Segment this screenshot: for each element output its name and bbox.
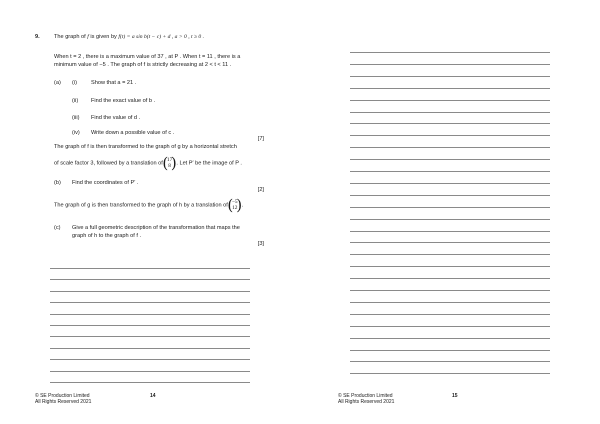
sub-iii-label: (iii) <box>72 115 80 121</box>
sub-i-label: (i) <box>72 80 77 86</box>
answer-line <box>50 348 250 349</box>
answer-line <box>50 359 250 360</box>
answer-line <box>50 268 250 269</box>
sub-ii-text: Find the exact value of b . <box>91 98 156 104</box>
answer-line <box>50 279 250 280</box>
para2-line2-suffix: . Let P′ be the image of P . <box>176 160 242 167</box>
intro-prefix: The graph of <box>54 34 86 40</box>
answer-line <box>50 302 250 303</box>
footer-line1-right: © SE Production Limited <box>338 393 393 399</box>
answer-line <box>350 278 550 279</box>
answer-line <box>350 254 550 255</box>
answer-line <box>350 171 550 172</box>
answer-line <box>350 123 550 124</box>
para2-line1: The graph of f is then transformed to the graph of g by a horizontal stretch <box>54 144 237 150</box>
part-a-label: (a) <box>54 80 61 86</box>
answer-line <box>50 382 250 383</box>
answer-line <box>350 195 550 196</box>
footer-copyright-right <box>338 393 394 406</box>
intro-f: f <box>87 34 89 40</box>
answer-line <box>350 350 550 351</box>
intro-formula: f(t) = a sin b(t − c) + d , a > 0 , t ≥ 0 . <box>118 34 205 40</box>
sub-ii-label: (ii) <box>72 98 79 104</box>
answer-line <box>350 159 550 160</box>
vector1-top: 17 <box>166 157 173 163</box>
part-b-text: Find the coordinates of P′ . <box>72 180 139 186</box>
marks-c: [3] <box>257 241 264 247</box>
para2-line2-prefix: of scale factor 3, followed by a translation of <box>54 160 163 167</box>
marks-b: [2] <box>257 187 264 193</box>
intro-mid: is given by <box>90 34 117 40</box>
answer-line <box>350 290 550 291</box>
right-page <box>300 0 600 424</box>
answer-line <box>350 100 550 101</box>
answer-line <box>50 371 250 372</box>
part-c-line1: Give a full geometric description of the transformation that maps the <box>72 225 240 231</box>
translation-vector-2: ( −5 12 ) <box>227 196 243 214</box>
answer-line <box>350 219 550 220</box>
answer-line <box>350 231 550 232</box>
answer-line <box>350 76 550 77</box>
answer-line <box>350 64 550 65</box>
sub-iii-text: Find the value of d . <box>91 115 141 121</box>
vector2-bottom: 12 <box>232 205 238 211</box>
page-number-left: 14 <box>150 393 156 399</box>
para1-line2: minimum value of −5 . The graph of f is strictly decreasing at 2 < t < 11 . <box>54 62 232 68</box>
answer-line <box>350 314 550 315</box>
para3-prefix: The graph of g is then transformed to the graph of h by a translation of <box>54 202 228 209</box>
answer-line <box>50 325 250 326</box>
para3-suffix: . <box>241 202 244 209</box>
footer-line1-left: © SE Production Limited <box>35 393 90 399</box>
part-c-label: (c) <box>54 225 61 231</box>
para1-line1: When t = 2 , there is a maximum value of 37 , at P . When t = 11 , there is a <box>54 54 241 60</box>
footer-line2-right: All Rights Reserved 2021 <box>338 399 395 406</box>
para3 <box>54 196 244 214</box>
answer-line <box>350 302 550 303</box>
footer-copyright-left <box>35 393 91 406</box>
question-intro <box>54 34 204 41</box>
answer-line <box>350 242 550 243</box>
answer-line <box>350 183 550 184</box>
answer-line <box>350 266 550 267</box>
footer-line2-left: All Rights Reserved 2021 <box>35 399 92 406</box>
answer-line <box>350 112 550 113</box>
sub-i-text: Show that a = 21 . <box>91 80 137 86</box>
part-b-label: (b) <box>54 180 61 186</box>
answer-line <box>350 52 550 53</box>
answer-line <box>350 373 550 374</box>
translation-vector-1: ( 17 8 ) <box>162 154 177 172</box>
answer-line <box>50 336 250 337</box>
answer-line <box>350 326 550 327</box>
para2-line2 <box>54 154 242 172</box>
sub-iv-text: Write down a possible value of c . <box>91 130 175 136</box>
answer-line <box>350 135 550 136</box>
marks-a: [7] <box>257 136 264 142</box>
sub-iv-label: (iv) <box>72 130 80 136</box>
answer-line <box>350 147 550 148</box>
answer-line <box>350 207 550 208</box>
answer-line <box>350 361 550 362</box>
answer-line <box>50 314 250 315</box>
answer-line <box>350 338 550 339</box>
answer-line <box>50 291 250 292</box>
vector1-bottom: 8 <box>168 163 171 169</box>
vector2-top: −5 <box>231 199 238 205</box>
question-number: 9. <box>35 34 40 40</box>
part-c-line2: graph of h to the graph of f . <box>72 233 142 239</box>
page-number-right: 15 <box>452 393 458 399</box>
answer-line <box>350 88 550 89</box>
